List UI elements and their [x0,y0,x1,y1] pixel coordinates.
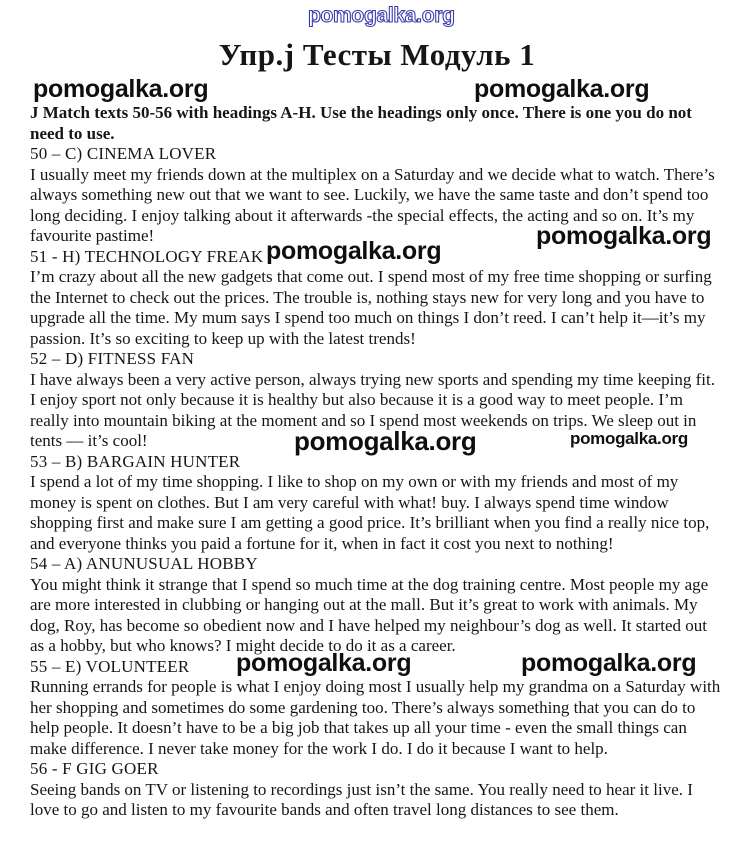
text-section-54 [30,554,724,657]
watermark-heading51-inline: pomogalka.org [266,237,442,265]
section-heading: 52 – D) FITNESS FAN [30,349,195,368]
section-body: Running errands for people is what I enjoy doing most I usually help my grandma on a Saturday with her shopping and sometimes do some gardening too. There’s always something that you can do to help people. It doesn’t have to be a big job that takes up all your time - even the small things can make difference. I never take money for the work I do. I do it because I want to help. [30,677,721,758]
section-body: Seeing bands on TV or listening to recordings just isn’t the same. You really need to hear it live. I love to go and listen to my favourite bands and often travel long distances to see them. [30,779,693,819]
watermark-top-outline: pomogalka.org [308,4,455,27]
watermark-heading55-center: pomogalka.org [236,649,412,677]
text-section-53 [30,452,724,555]
watermark-header-right: pomogalka.org [474,75,650,103]
section-body: I spend a lot of my time shopping. I like to shop on my own or with my friends and most of my money is spent on clothes. But I am very careful with what! buy. I always spend time window shopping first and make sure I am getting a good price. It’s brilliant when you find a really nice top, and everyone thinks you paid a fortune for it, when in fact it cost you next to nothing! [30,472,710,553]
section-heading: 55 – E) VOLUNTEER [30,656,190,676]
section-heading: 53 – B) BARGAIN HUNTER [30,451,241,471]
section-heading: 51 - H) TECHNOLOGY FREAK [30,246,264,266]
section-body: You might think it strange that I spend so much time at the dog training centre. Most people my age are more interested in clubbing or hanging out at the mall. But it’s great to work with animals. My dog, Roy, has become so obedient now and I have helped my neighbour’s dog as well. It started out as a hobby, but who knows? I might decide to do it as a career. [30,574,709,655]
page-title: Упр.j Тесты Модуль 1 [218,37,536,72]
section-heading: 50 – C) CINEMA LOVER [30,144,217,163]
section-body: I usually meet my friends down at the multiplex on a Saturday and we decide what to watch. There’s always something new out that we want to see. Luckily, we have the same taste and don’t spend too long deciding. I enjoy talking about it afterwards -the special effects, the acting and so on. It’s my favourite pastime! [30,164,715,245]
watermark-text50-right: pomogalka.org [536,222,712,250]
section-body: I’m crazy about all the new gadgets that come out. I spend most of my free time shopping or surfing the Internet to check out the prices. The trouble is, nothing stays new for very long and you have to upgrade all the time. My mum says I spend too much on things I don’t reed. I can’t help it—it’s my passion. It’s so exciting to keep up with the latest trends! [30,267,712,348]
task-instruction: J Match texts 50-56 with headings A-H. Use the headings only once. There is one you do not need to use. [30,103,692,143]
section-body: I have always been a very active person, always trying new sports and spending my time keeping fit. I enjoy sport not only because it is healthy but also because it is a good way to meet people. I’m really into mountain biking at the moment and so I spend most weekends on trips. We sleep out in tents — it’s cool! [30,369,715,450]
section-heading: 54 – A) ANUNUSUAL HOBBY [30,554,258,573]
section-heading: 56 - F GIG GOER [30,759,159,778]
text-section-56 [30,759,724,821]
watermark-text52-center: pomogalka.org [294,426,477,456]
watermark-text52-right: pomogalka.org [570,429,688,448]
watermark-heading55-right: pomogalka.org [521,649,697,677]
watermark-header-left: pomogalka.org [33,75,209,103]
